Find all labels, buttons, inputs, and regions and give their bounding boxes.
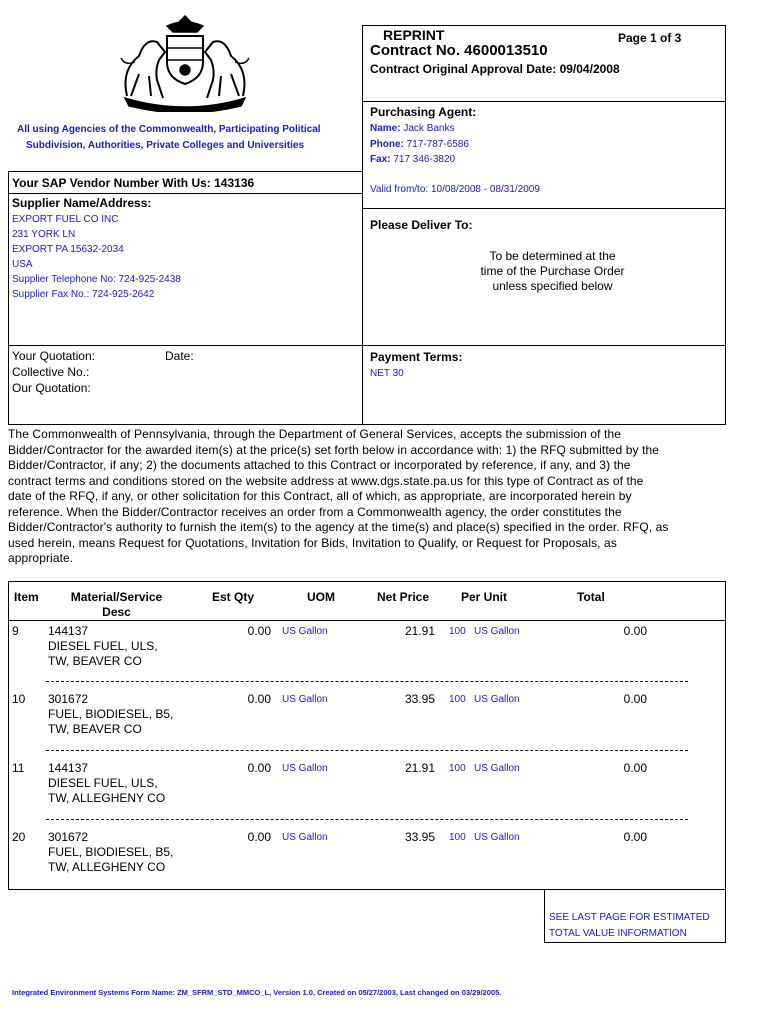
row-uom: US Gallon: [282, 626, 328, 637]
row-uom: US Gallon: [282, 763, 328, 774]
row-separator: [46, 819, 688, 820]
terms-line: Bidder/Contractor's authority to furnish the item(s) to the agency at the time(s) and place(s) specified in the order. RFQ, as: [8, 520, 669, 534]
row-qty: 0.00: [247, 830, 271, 844]
quotation-date-label: Date:: [165, 349, 194, 363]
page-number: Page 1 of 3: [618, 31, 682, 45]
terms-line: used herein, means Request for Quotations, Invitation for Bids, Invitation to Qualify, or Request for Proposals, as: [8, 535, 617, 550]
row-total: 0.00: [623, 692, 647, 706]
row-per-uom: US Gallon: [474, 763, 520, 774]
header-item: Item: [14, 590, 39, 604]
deliver-text: [440, 249, 665, 294]
supplier-line: Supplier Telephone No: 724-925-2438: [12, 274, 181, 285]
row-per-qty: 100: [449, 763, 466, 774]
row-desc-1: DIESEL FUEL, ULS,: [48, 776, 158, 790]
agencies-line-2: Subdivision, Authorities, Private Colleges and Universities: [26, 140, 305, 151]
deliver-title: Please Deliver To:: [370, 218, 473, 232]
supplier-line: USA: [12, 259, 33, 270]
agent-phone-value: 717-787-6586: [406, 139, 469, 150]
row-item: 9: [12, 624, 19, 638]
supplier-line: 231 YORK LN: [12, 229, 76, 240]
reprint-label: REPRINT: [383, 27, 445, 43]
row-per-uom: US Gallon: [474, 832, 520, 843]
see-last-line-2: TOTAL VALUE INFORMATION: [549, 928, 687, 939]
agent-phone: [370, 139, 469, 150]
row-item: 20: [12, 830, 26, 844]
row-code: 144137: [48, 624, 89, 638]
row-per-qty: 100: [449, 832, 466, 843]
header-material: [69, 590, 164, 620]
header-total: Total: [577, 590, 605, 604]
agencies-line-1: All using Agencies of the Commonwealth, Participating Political: [17, 124, 321, 135]
approval-date: Contract Original Approval Date: 09/04/2008: [370, 62, 620, 76]
row-separator: [46, 750, 688, 751]
table-row: [0, 830, 770, 880]
row-separator: [46, 681, 688, 682]
deliver-line: To be determined at the: [489, 249, 616, 263]
header-material-2: Desc: [102, 605, 131, 619]
commonwealth-seal-icon: [105, 12, 265, 112]
purchasing-agent-title: Purchasing Agent:: [370, 105, 477, 119]
your-quotation-label: Your Quotation:: [12, 349, 95, 363]
row-price: 33.95: [404, 692, 435, 706]
form-footer: Integrated Environment Systems Form Name: ZM_SFRM_STD_MMCO_L, Version 1.0, Created on 05/27/2003, Last changed on 03/29/2005.: [12, 988, 502, 997]
row-desc-2: TW, BEAVER CO: [48, 654, 142, 668]
agent-fax: [370, 154, 455, 165]
row-desc-1: FUEL, BIODIESEL, B5,: [48, 845, 174, 859]
row-code: 301672: [48, 692, 89, 706]
terms-line: reference. When the Bidder/Contractor receives an order from a Commonwealth agency, the order constitutes the: [8, 504, 622, 519]
supplier-line: Supplier Fax No.: 724-925-2642: [12, 289, 155, 300]
agent-fax-value: 717 346-3820: [393, 154, 456, 165]
table-row: [0, 624, 770, 674]
terms-line: date of the RFQ, if any, or other solicitation for this Contract, all of which, as appropriate, are incorporated herein by: [8, 489, 632, 503]
row-total: 0.00: [623, 624, 647, 638]
vendor-sap-divider: [8, 193, 363, 194]
agent-phone-label: Phone:: [370, 139, 404, 150]
sap-vendor-number: Your SAP Vendor Number With Us: 143136: [12, 176, 255, 190]
row-desc: [48, 761, 165, 806]
row-desc: [48, 624, 158, 669]
table-row: [0, 761, 770, 811]
row-per-uom: US Gallon: [474, 694, 520, 705]
see-last-line-1: SEE LAST PAGE FOR ESTIMATED: [549, 912, 710, 923]
header-net-price: Net Price: [377, 590, 430, 604]
row-desc-1: DIESEL FUEL, ULS,: [48, 639, 158, 653]
header-est-qty: Est Qty: [212, 590, 255, 604]
terms-line: The Commonwealth of Pennsylvania, through the Department of General Services, accepts the submission of the: [8, 427, 622, 441]
contract-number: Contract No. 4600013510: [370, 42, 548, 59]
payment-terms-value: NET 30: [370, 368, 404, 379]
row-price: 33.95: [404, 830, 435, 844]
agent-name-label: Name:: [370, 123, 401, 134]
row-item: 11: [12, 761, 25, 775]
row-qty: 0.00: [247, 692, 271, 706]
deliver-line: unless specified below: [492, 279, 613, 293]
terms-line: Bidder/Contractor for the awarded item(s) at the price(s) set forth below in accordance with: 1) the RFQ submitted by the: [8, 442, 660, 457]
row-qty: 0.00: [247, 761, 271, 775]
terms-line: contract terms and conditions stored on the website address at www.dgs.state.pa.us for this type of Contract as of the: [8, 473, 644, 488]
row-desc-2: TW, ALLEGHENY CO: [48, 860, 166, 874]
supplier-address: [12, 212, 181, 302]
header-material-1: Material/Service: [70, 590, 163, 604]
row-price: 21.91: [404, 761, 435, 775]
header-uom: UOM: [307, 590, 335, 604]
row-item: 10: [12, 692, 26, 706]
agent-fax-label: Fax:: [370, 154, 391, 165]
terms-line: appropriate.: [8, 551, 74, 565]
agent-name-value: Jack Banks: [403, 123, 455, 134]
row-desc: [48, 692, 173, 737]
row-uom: US Gallon: [282, 832, 328, 843]
row-desc: [48, 830, 173, 875]
row-per-uom: US Gallon: [474, 626, 520, 637]
supplier-title: Supplier Name/Address:: [12, 196, 152, 210]
terms-paragraph: [8, 427, 723, 567]
row-code: 144137: [48, 761, 89, 775]
table-header-divider: [8, 620, 726, 621]
terms-line: Bidder/Contractor, if any; 2) the documents attached to this Contract or incorporated by reference, if any, and 3) the: [8, 458, 631, 472]
deliver-line: time of the Purchase Order: [480, 264, 625, 278]
row-per-qty: 100: [449, 694, 466, 705]
row-code: 301672: [48, 830, 89, 844]
payment-terms-title: Payment Terms:: [370, 350, 463, 364]
row-qty: 0.00: [247, 624, 271, 638]
supplier-line: EXPORT FUEL CO INC: [12, 214, 119, 225]
see-last-page-note: [549, 910, 710, 942]
row-desc-2: TW, ALLEGHENY CO: [48, 791, 166, 805]
row-total: 0.00: [623, 761, 647, 775]
supplier-line: EXPORT PA 15632-2034: [12, 244, 124, 255]
row-desc-2: TW, BEAVER CO: [48, 722, 142, 736]
row-desc-1: FUEL, BIODIESEL, B5,: [48, 707, 174, 721]
agent-name: [370, 123, 455, 134]
row-total: 0.00: [623, 830, 647, 844]
row-per-qty: 100: [449, 626, 466, 637]
header-per-unit: Per Unit: [461, 590, 508, 604]
row-price: 21.91: [404, 624, 435, 638]
table-row: [0, 692, 770, 742]
row-uom: US Gallon: [282, 694, 328, 705]
collective-no-label: Collective No.:: [12, 365, 90, 379]
our-quotation-label: Our Quotation:: [12, 381, 91, 395]
valid-dates: Valid from/to: 10/08/2008 - 08/31/2009: [370, 184, 540, 195]
